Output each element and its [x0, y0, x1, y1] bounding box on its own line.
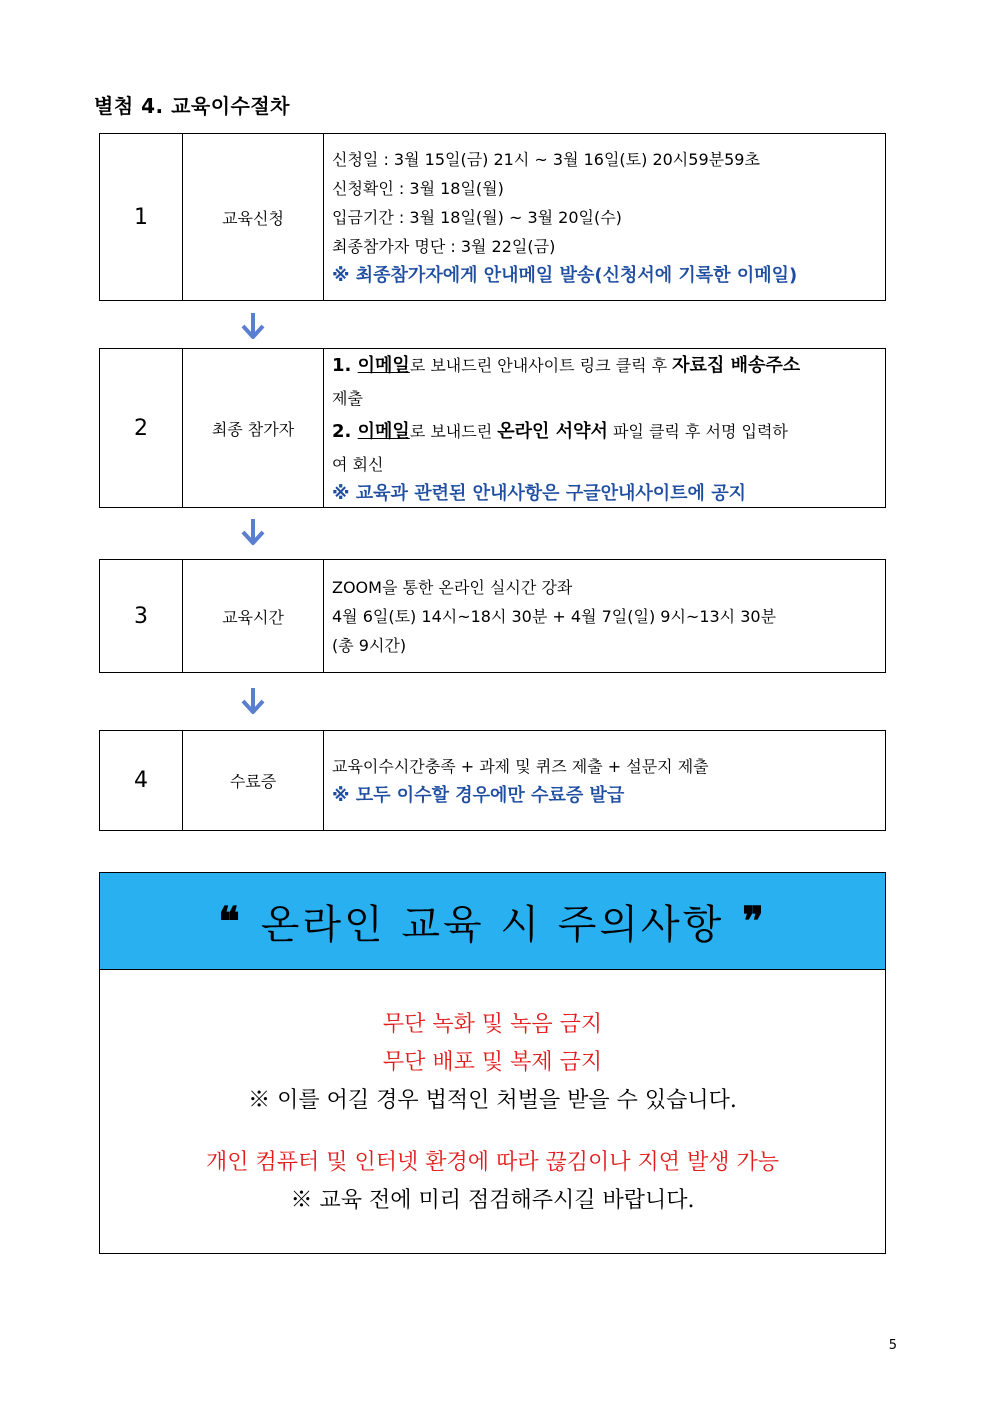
step-line: 4월 6일(토) 14시~18시 30분 + 4월 7일(일) 9시~13시 30분 — [332, 606, 777, 626]
page-number: 5 — [888, 1338, 897, 1353]
notice-text: ※ 교육 전에 미리 점검해주시길 바랍니다. — [290, 1188, 695, 1213]
step-item-1 — [332, 349, 877, 382]
step-note: ※ 교육과 관련된 안내사항은 구글안내사이트에 공지 — [332, 483, 746, 504]
step-number: 1 — [100, 134, 183, 300]
step-number: 4 — [100, 731, 183, 830]
notice-text: ※ 이를 어길 경우 법적인 처벌을 받을 수 있습니다. — [248, 1088, 737, 1113]
item-number: 1. — [332, 355, 358, 376]
step-line: ZOOM을 통한 온라인 실시간 강좌 — [332, 577, 573, 597]
item-text: 로 보내드린 — [409, 422, 498, 441]
item-keyword: 자료집 배송주소 — [672, 355, 801, 376]
step-content — [324, 560, 885, 672]
notice-warning: 개인 컴퓨터 및 인터넷 환경에 따라 끊김이나 지연 발생 가능 — [206, 1150, 779, 1175]
down-arrow-icon — [240, 517, 266, 547]
step-label: 최종 참가자 — [183, 349, 324, 507]
step-line: 입금기간 : 3월 18일(월) ~ 3월 20일(수) — [332, 207, 622, 227]
item-text: 로 보내드린 안내사이트 링크 클릭 후 — [409, 356, 673, 375]
notice-title: 온라인 교육 시 주의사항 — [260, 901, 725, 948]
email-keyword: 이메일 — [357, 421, 410, 442]
down-arrow-icon — [240, 686, 266, 716]
notice-warning: 무단 녹화 및 녹음 금지 — [382, 1012, 603, 1037]
page-heading: 별첨 4. 교육이수절차 — [94, 94, 290, 118]
step-number: 2 — [100, 349, 183, 507]
notice-warning: 무단 배포 및 복제 금지 — [382, 1050, 603, 1075]
step-label: 교육신청 — [183, 134, 324, 300]
item-continuation: 여 회신 — [332, 455, 384, 474]
item-text: 파일 클릭 후 서명 입력하 — [607, 422, 788, 441]
step-content — [324, 731, 885, 830]
item-number: 2. — [332, 421, 358, 442]
step-note: ※ 모두 이수할 경우에만 수료증 발급 — [332, 784, 625, 806]
step-item-2 — [332, 415, 877, 448]
down-arrow-icon — [240, 311, 266, 341]
step-1 — [99, 133, 886, 301]
step-label: 수료증 — [183, 731, 324, 830]
step-line: 교육이수시간충족 + 과제 및 퀴즈 제출 + 설문지 제출 — [332, 756, 709, 776]
step-3 — [99, 559, 886, 673]
step-content — [324, 349, 885, 507]
step-4 — [99, 730, 886, 831]
open-quote-icon: ❝ — [218, 897, 243, 945]
close-quote-icon: ❞ — [742, 897, 767, 945]
step-label: 교육시간 — [183, 560, 324, 672]
item-keyword: 온라인 서약서 — [497, 421, 608, 442]
step-line: 신청확인 : 3월 18일(월) — [332, 178, 504, 198]
notice-body — [100, 970, 885, 1220]
step-line: 최종참가자 명단 : 3월 22일(금) — [332, 236, 556, 256]
notice-title-bar — [100, 873, 885, 970]
step-2 — [99, 348, 886, 508]
step-line: (총 9시간) — [332, 635, 407, 655]
item-continuation: 제출 — [332, 389, 363, 408]
step-note: ※ 최종참가자에게 안내메일 발송(신청서에 기록한 이메일) — [332, 264, 798, 286]
step-number: 3 — [100, 560, 183, 672]
online-notice-box — [99, 872, 886, 1254]
step-content — [324, 134, 885, 300]
step-line: 신청일 : 3월 15일(금) 21시 ~ 3월 16일(토) 20시59분59초 — [332, 149, 760, 169]
email-keyword: 이메일 — [357, 355, 410, 376]
